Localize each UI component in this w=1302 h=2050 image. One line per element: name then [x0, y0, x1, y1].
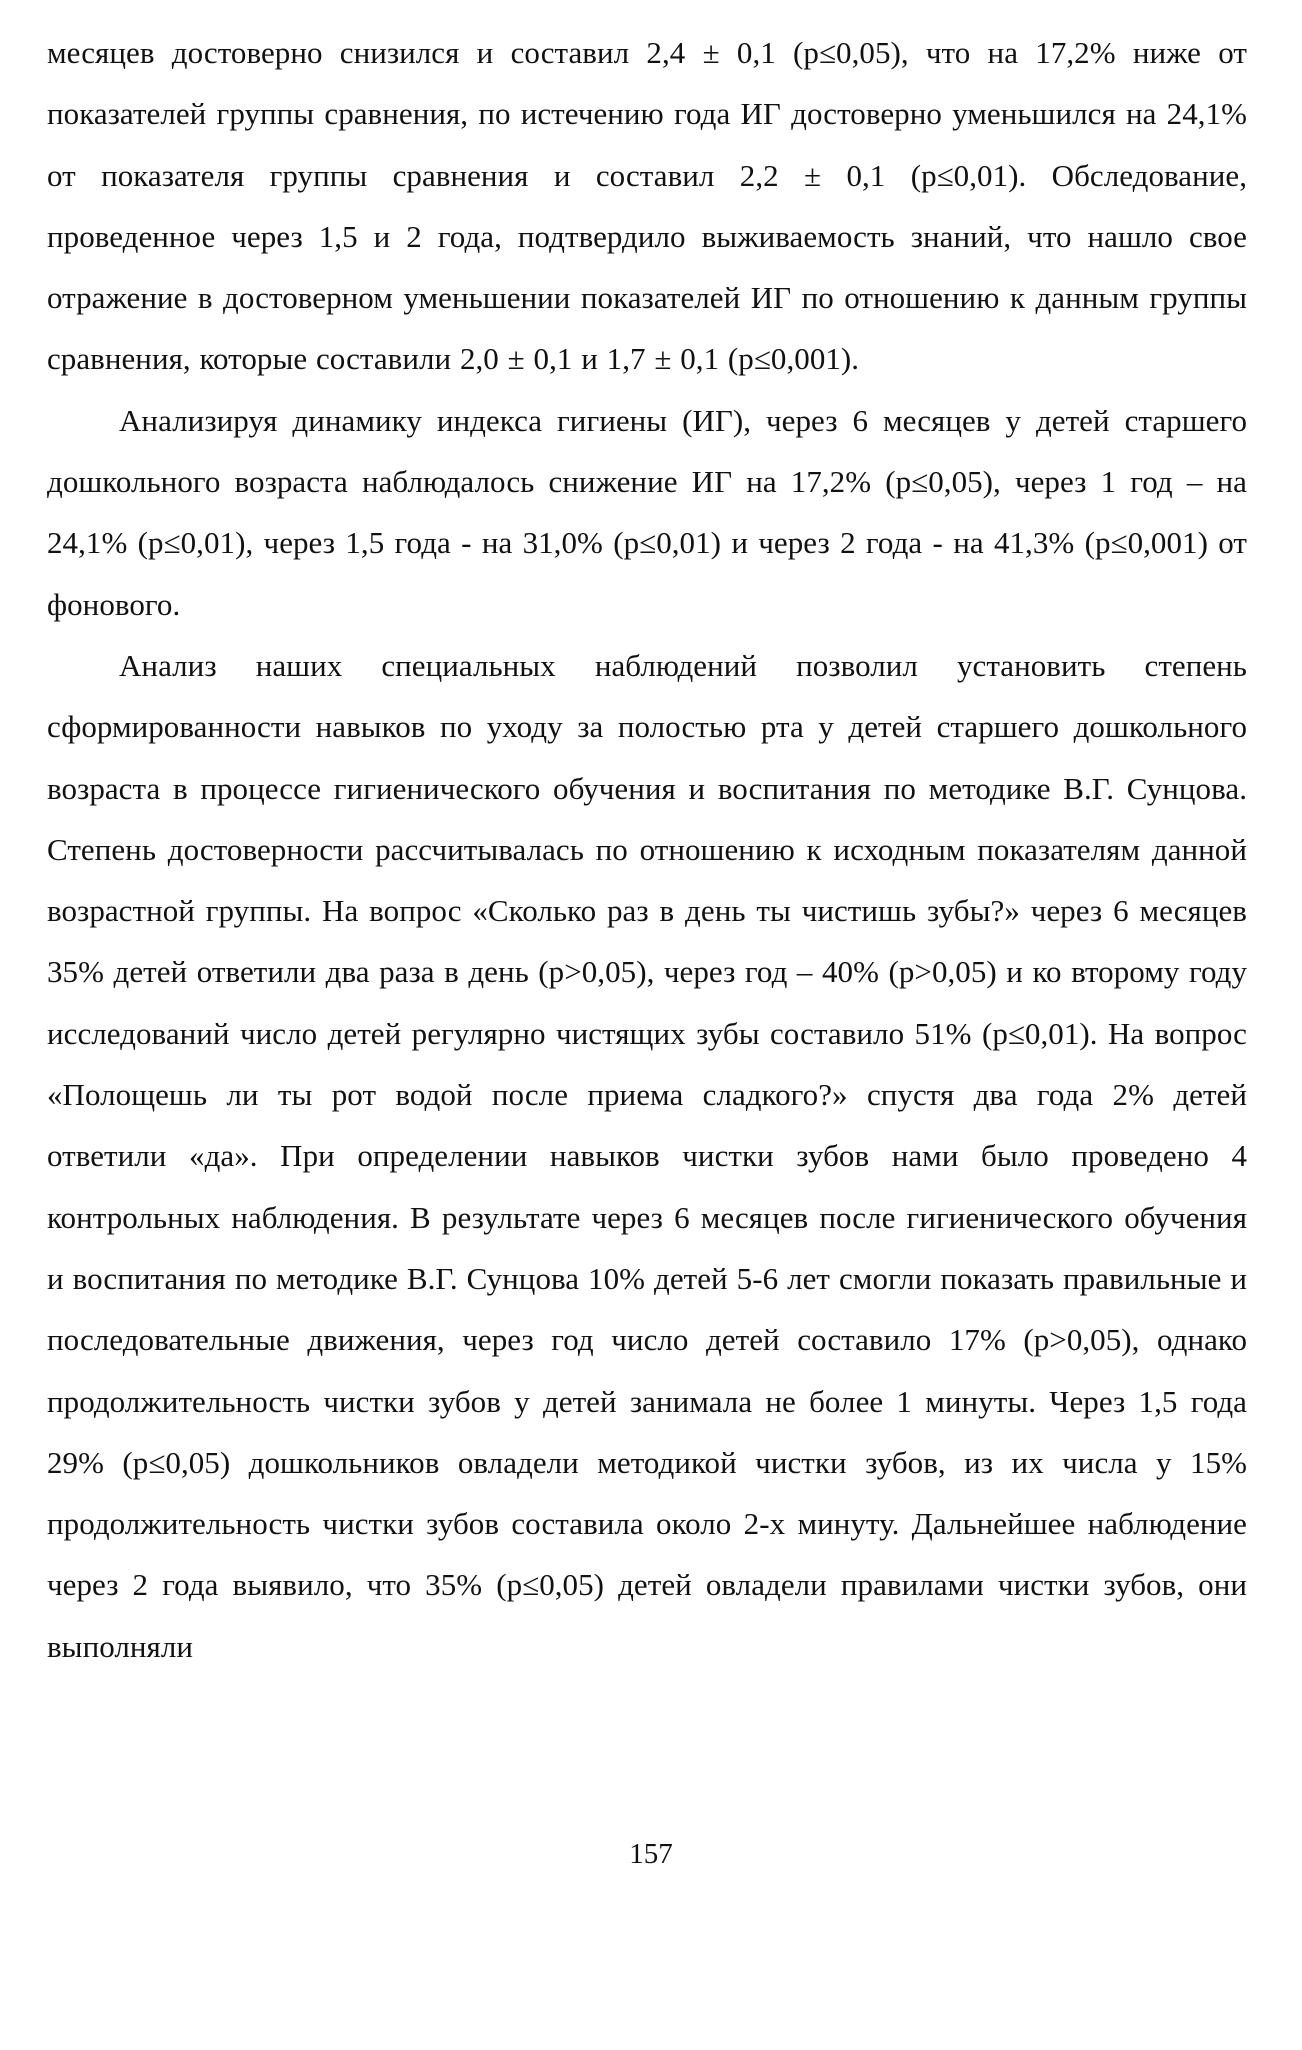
body-text	[47, 22, 1247, 1677]
paragraph-continuation: месяцев достоверно снизился и составил 2,4 ± 0,1 (p≤0,05), что на 17,2% ниже от показателей группы сравнения, по истечению года ИГ достоверно уменьшился на 24,1% от показателя группы сравнения и составил 2,2 ± 0,1 (p≤0,01). Обследование, проведенное через 1,5 и 2 года, подтвердило выживаемость знаний, что нашло свое отражение в достоверном уменьшении показателей ИГ по отношению к данным группы сравнения, которые составили 2,0 ± 0,1 и 1,7 ± 0,1 (p≤0,001).	[47, 35, 1247, 377]
paragraph-hygiene-index-dynamics: Анализируя динамику индекса гигиены (ИГ), через 6 месяцев у детей старшего дошкольного возраста наблюдалось снижение ИГ на 17,2% (p≤0,05), через 1 год – на 24,1% (p≤0,01), через 1,5 года - на 31,0% (p≤0,01) и через 2 года - на 41,3% (p≤0,001) от фонового.	[47, 402, 1247, 622]
page-number: 157	[629, 1838, 673, 1870]
paragraph-oral-care-skills: Анализ наших специальных наблюдений позволил установить степень сформированности навыков по уходу за полостью рта у детей старшего дошкольного возраста в процессе гигиенического обучения и воспитания по методике В.Г. Сунцова. Степень достоверности рассчитывалась по отношению к исходным показателям данной возрастной группы. На вопрос «Сколько раз в день ты чистишь зубы?» через 6 месяцев 35% детей ответили два раза в день (p>0,05), через год – 40% (p>0,05) и ко второму году исследований число детей регулярно чистящих зубы составило 51% (p≤0,01). На вопрос «Полощешь ли ты рот водой после приема сладкого?» спустя два года 2% детей ответили «да». При определении навыков чистки зубов нами было проведено 4 контрольных наблюдения. В результате через 6 месяцев после гигиенического обучения и воспитания по методике В.Г. Сунцова 10% детей 5-6 лет смогли показать правильные и последовательные движения, через год число детей составило 17% (p>0,05), однако продолжительность чистки зубов у детей занимала не более 1 минуты. Через 1,5 года 29% (p≤0,05) дошкольников овладели методикой чистки зубов, из их числа у 15% продолжительность чистки зубов составила около 2-х минуту. Дальнейшее наблюдение через 2 года выявило, что 35% (p≤0,05) детей овладели правилами чистки зубов, они выполняли	[47, 647, 1247, 1664]
